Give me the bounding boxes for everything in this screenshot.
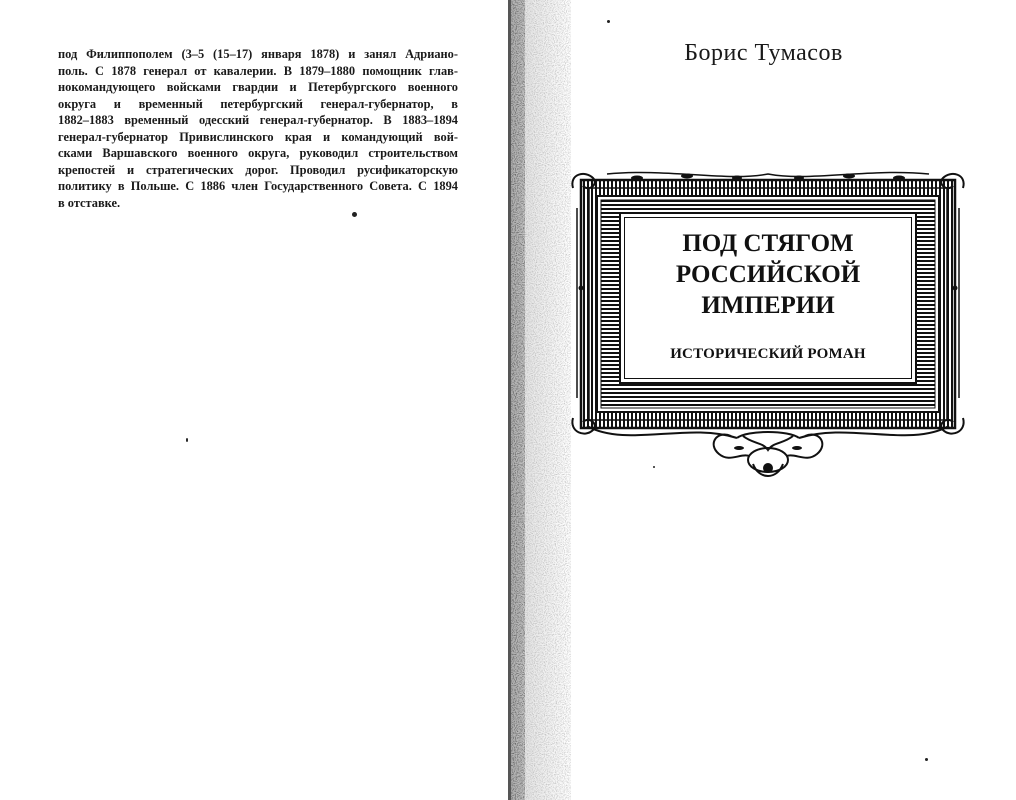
bio-line: крепостей и стратегических дорог. Проводил русификаторскую xyxy=(58,162,458,177)
genre-subtitle: ИСТОРИЧЕСКИЙ РОМАН xyxy=(670,346,866,362)
bio-line: нокомандующего войсками гвардии и Петербургского военного xyxy=(58,80,458,94)
bio-line: политику в Польше. С 1886 член Государственного Совета. С 1894 xyxy=(58,179,458,193)
book-title xyxy=(621,228,915,321)
scan-speck xyxy=(186,438,188,442)
bio-line: сками Варшавского военного округа, руководил строительством xyxy=(58,146,458,160)
title-panel xyxy=(619,212,917,384)
book-title-line: РОССИЙСКОЙ xyxy=(675,261,861,288)
scan-speck xyxy=(352,212,357,217)
bio-line: округа и временный петербургский генерал-губернатор, в xyxy=(58,96,458,111)
scan-speck xyxy=(925,758,928,761)
bio-line: под Филиппополем (3–5 (15–17) января 1878) и занял Адриано- xyxy=(58,47,458,61)
book-title-line: ПОД СТЯГОМ xyxy=(682,230,854,257)
bio-line: в отставке. xyxy=(58,195,121,210)
scan-speck xyxy=(653,466,655,468)
bio-line: поль. С 1878 генерал от кавалерии. В 1879–1880 помощник глав- xyxy=(58,63,458,78)
bio-line: генерал-губернатор Привислинского края и командующий вой- xyxy=(58,129,458,144)
title-page xyxy=(511,0,1016,800)
bio-line: 1882–1883 временный одесский генерал-губернатор. В 1883–1894 xyxy=(58,113,458,127)
biography-paragraph xyxy=(58,46,458,211)
scan-speck xyxy=(607,20,610,23)
book-title-line: ИМПЕРИИ xyxy=(701,292,835,319)
author-name: Борис Тумасов xyxy=(684,40,843,66)
